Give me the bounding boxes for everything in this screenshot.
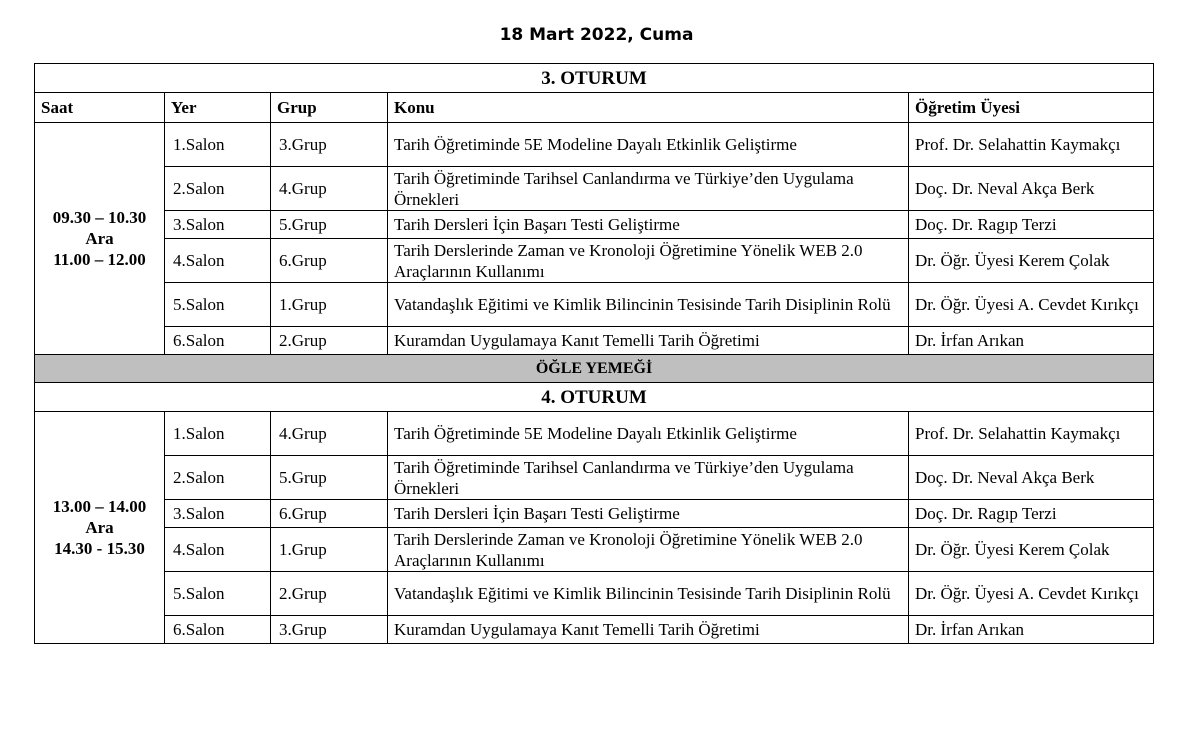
cell-ogretim-uyesi: Prof. Dr. Selahattin Kaymakçı: [909, 412, 1154, 456]
cell-ogretim-uyesi: Dr. Öğr. Üyesi A. Cevdet Kırıkçı: [909, 283, 1154, 327]
cell-yer: 4.Salon: [165, 239, 271, 283]
cell-grup: 5.Grup: [271, 211, 388, 239]
column-header-row: [35, 93, 1154, 123]
cell-ogretim-uyesi: Doç. Dr. Ragıp Terzi: [909, 500, 1154, 528]
cell-yer: 1.Salon: [165, 412, 271, 456]
table-row: [35, 616, 1154, 644]
session-4-header-row: [35, 383, 1154, 412]
session-4-time-end: 14.30 - 15.30: [54, 539, 145, 558]
session-3-time-end: 11.00 – 12.00: [53, 250, 146, 269]
table-row: [35, 412, 1154, 456]
session-3-title: 3. OTURUM: [35, 64, 1154, 93]
cell-konu: Tarih Derslerinde Zaman ve Kronoloji Öğretimine Yönelik WEB 2.0 Araçlarının Kullanımı: [388, 528, 909, 572]
cell-ogretim-uyesi: Dr. Öğr. Üyesi A. Cevdet Kırıkçı: [909, 572, 1154, 616]
table-row: [35, 456, 1154, 500]
cell-grup: 2.Grup: [271, 327, 388, 355]
cell-yer: 1.Salon: [165, 123, 271, 167]
cell-konu: Tarih Öğretiminde Tarihsel Canlandırma ve Türkiye’den Uygulama Örnekleri: [388, 456, 909, 500]
cell-ogretim-uyesi: Dr. İrfan Arıkan: [909, 616, 1154, 644]
session-3-time-cell: [35, 123, 165, 355]
session-4-break-label: Ara: [85, 518, 114, 537]
table-row: [35, 528, 1154, 572]
cell-ogretim-uyesi: Doç. Dr. Neval Akça Berk: [909, 167, 1154, 211]
cell-konu: Tarih Dersleri İçin Başarı Testi Geliştirme: [388, 500, 909, 528]
cell-ogretim-uyesi: Dr. İrfan Arıkan: [909, 327, 1154, 355]
session-3-break-label: Ara: [85, 229, 114, 248]
cell-konu: Tarih Dersleri İçin Başarı Testi Geliştirme: [388, 211, 909, 239]
table-row: [35, 327, 1154, 355]
cell-yer: 4.Salon: [165, 528, 271, 572]
cell-ogretim-uyesi: Dr. Öğr. Üyesi Kerem Çolak: [909, 239, 1154, 283]
header-konu: Konu: [388, 93, 909, 123]
session-4-time-cell: [35, 412, 165, 644]
cell-konu: Tarih Öğretiminde 5E Modeline Dayalı Etkinlik Geliştirme: [388, 412, 909, 456]
cell-konu: Vatandaşlık Eğitimi ve Kimlik Bilincinin Tesisinde Tarih Disiplinin Rolü: [388, 572, 909, 616]
cell-grup: 6.Grup: [271, 239, 388, 283]
header-grup: Grup: [271, 93, 388, 123]
schedule-table: [34, 63, 1154, 644]
cell-ogretim-uyesi: Doç. Dr. Ragıp Terzi: [909, 211, 1154, 239]
cell-ogretim-uyesi: Dr. Öğr. Üyesi Kerem Çolak: [909, 528, 1154, 572]
cell-grup: 2.Grup: [271, 572, 388, 616]
session-3-time-start: 09.30 – 10.30: [52, 208, 147, 227]
cell-konu: Tarih Derslerinde Zaman ve Kronoloji Öğretimine Yönelik WEB 2.0 Araçlarının Kullanımı: [388, 239, 909, 283]
cell-konu: Kuramdan Uygulamaya Kanıt Temelli Tarih Öğretimi: [388, 327, 909, 355]
cell-yer: 6.Salon: [165, 616, 271, 644]
cell-konu: Tarih Öğretiminde Tarihsel Canlandırma ve Türkiye’den Uygulama Örnekleri: [388, 167, 909, 211]
header-saat: Saat: [35, 93, 165, 123]
cell-grup: 4.Grup: [271, 412, 388, 456]
table-row: [35, 123, 1154, 167]
cell-grup: 4.Grup: [271, 167, 388, 211]
cell-konu: Tarih Öğretiminde 5E Modeline Dayalı Etkinlik Geliştirme: [388, 123, 909, 167]
page-title: 18 Mart 2022, Cuma: [499, 25, 694, 45]
table-row: [35, 283, 1154, 327]
cell-yer: 6.Salon: [165, 327, 271, 355]
cell-grup: 6.Grup: [271, 500, 388, 528]
header-ogretim-uyesi: Öğretim Üyesi: [909, 93, 1154, 123]
cell-konu: Vatandaşlık Eğitimi ve Kimlik Bilincinin Tesisinde Tarih Disiplinin Rolü: [388, 283, 909, 327]
cell-yer: 3.Salon: [165, 500, 271, 528]
lunch-row: [35, 355, 1154, 383]
cell-yer: 5.Salon: [165, 283, 271, 327]
header-yer: Yer: [165, 93, 271, 123]
cell-yer: 3.Salon: [165, 211, 271, 239]
cell-grup: 5.Grup: [271, 456, 388, 500]
table-row: [35, 572, 1154, 616]
lunch-label: ÖĞLE YEMEĞİ: [35, 355, 1154, 383]
session-3-header-row: [35, 64, 1154, 93]
cell-ogretim-uyesi: Doç. Dr. Neval Akça Berk: [909, 456, 1154, 500]
table-row: [35, 211, 1154, 239]
cell-grup: 3.Grup: [271, 616, 388, 644]
session-4-title: 4. OTURUM: [35, 383, 1154, 412]
table-row: [35, 239, 1154, 283]
cell-ogretim-uyesi: Prof. Dr. Selahattin Kaymakçı: [909, 123, 1154, 167]
cell-yer: 5.Salon: [165, 572, 271, 616]
session-4-time-start: 13.00 – 14.00: [52, 497, 147, 516]
cell-grup: 3.Grup: [271, 123, 388, 167]
table-row: [35, 167, 1154, 211]
table-row: [35, 500, 1154, 528]
cell-konu: Kuramdan Uygulamaya Kanıt Temelli Tarih Öğretimi: [388, 616, 909, 644]
cell-yer: 2.Salon: [165, 167, 271, 211]
cell-yer: 2.Salon: [165, 456, 271, 500]
cell-grup: 1.Grup: [271, 528, 388, 572]
cell-grup: 1.Grup: [271, 283, 388, 327]
